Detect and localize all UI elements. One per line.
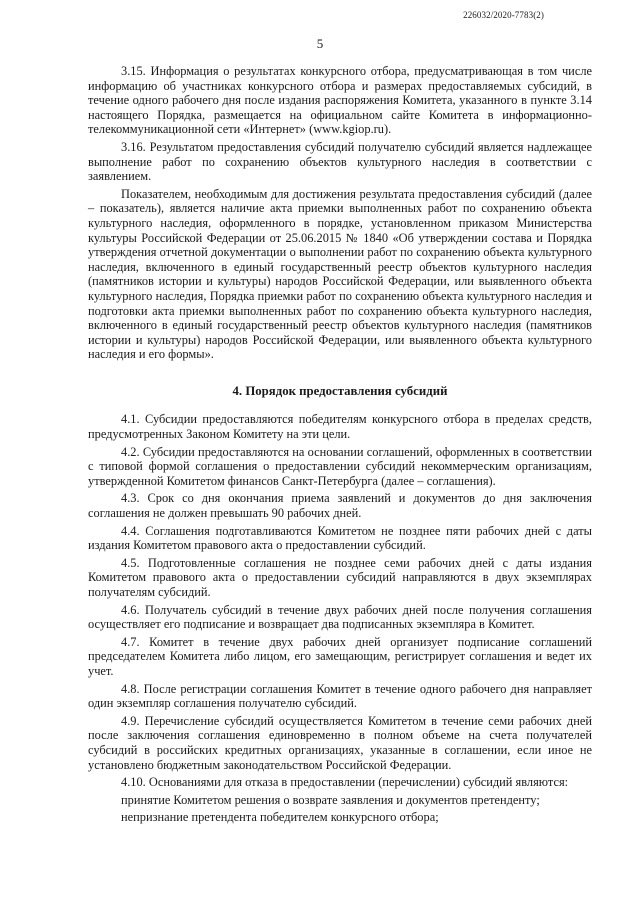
- page-number: 5: [316, 36, 324, 51]
- paragraph-4-5: 4.5. Подготовленные соглашения не позднее семи рабочих дней с даты издания Комитетом правового акта о предоставлении субсидий направляются в двух экземплярах получателям субсидий.: [88, 555, 592, 599]
- paragraph-4-10: 4.10. Основаниями для отказа в предоставлении (перечислении) субсидий являются:: [121, 775, 569, 790]
- document-number: 226032/2020-7783(2): [463, 10, 544, 20]
- paragraph-indicator: Показателем, необходимым для достижения результата предоставления субсидий (далее – показатель), является наличие акта приемки выполненных работ по сохранению объекта культурного наследия, оформленного в порядке, установленном приказом Министерства культуры Российской Федерации от 25.06.2015 № 1840 «Об утверждении состава и Порядка утверждения отчетной документации о выполнении работ по сохранению объекта культурного наследия, включенного в единый государственный реестр объектов культурного наследия (памятников истории и культуры) народов Российской Федерации, или выявленного объекта культурного наследия, Порядка приемки работ по сохранению объекта культурного наследия и подготовки акта приемки выполненных работ по сохранению объекта культурного наследия, включенного в единый государственный реестр объектов культурного наследия (памятников истории и культуры) народов Российской Федерации, или выявленного объекта культурного наследия и его формы».: [88, 186, 592, 362]
- paragraph-4-10-item-b: непризнание претендента победителем конкурсного отбора;: [121, 810, 439, 825]
- paragraph-4-3: 4.3. Срок со дня окончания приема заявлений и документов до дня заключения соглашения не должен превышать 90 рабочих дней.: [88, 491, 592, 521]
- paragraph-4-4: 4.4. Соглашения подготавливаются Комитетом не позднее пяти рабочих дней с даты издания Комитетом правового акта о предоставлении субсидий.: [88, 523, 592, 553]
- paragraph-3-16: 3.16. Результатом предоставления субсидий получателю субсидий является надлежащее выполнение работ по сохранению объектов культурного наследия в соответствии с заявлением.: [88, 139, 592, 184]
- section-4-heading: 4. Порядок предоставления субсидий: [232, 383, 448, 398]
- paragraph-4-2: 4.2. Субсидии предоставляются на основании соглашений, оформленных в соответствии с типовой формой соглашения о предоставлении субсидий некоммерческим организациям, утвержденной Комитетом финансов Санкт-Петербурга (далее – соглашения).: [88, 444, 592, 488]
- paragraph-4-9: 4.9. Перечисление субсидий осуществляется Комитетом в течение семи рабочих дней после заключения соглашения единовременно в полном объеме на счета получателей субсидий в российских кредитных организациях, указанные в соглашении, если иное не установлено бюджетным законодательством Российской Федерации.: [88, 713, 592, 772]
- paragraph-4-8: 4.8. После регистрации соглашения Комитет в течение одного рабочего дня направляет один экземпляр соглашения получателю субсидий.: [88, 681, 592, 711]
- paragraph-4-1: 4.1. Субсидии предоставляются победителям конкурсного отбора в пределах средств, предусмотренных Законом Комитету на эти цели.: [88, 412, 592, 442]
- paragraph-3-15: 3.15. Информация о результатах конкурсного отбора, предусматривающая в том числе информацию об участниках конкурсного отбора и размерах предоставляемых субсидий, в течение одного рабочего дня после издания распоряжения Комитета, указанного в пункте 3.14 настоящего Порядка, размещается на официальном сайте Комитета в информационно-телекоммуникационной сети «Интернет» (www.kgiop.ru).: [88, 64, 592, 137]
- document-body: [88, 64, 592, 828]
- paragraph-4-7: 4.7. Комитет в течение двух рабочих дней организует подписание соглашений председателем Комитета либо лицом, его замещающим, регистрирует соглашения и ведет их учет.: [88, 634, 592, 678]
- paragraph-4-10-item-a: принятие Комитетом решения о возврате заявления и документов претенденту;: [121, 792, 540, 807]
- paragraph-4-6: 4.6. Получатель субсидий в течение двух рабочих дней после получения соглашения осуществляет его подписание и возвращает два подписанных экземпляра в Комитет.: [88, 602, 592, 632]
